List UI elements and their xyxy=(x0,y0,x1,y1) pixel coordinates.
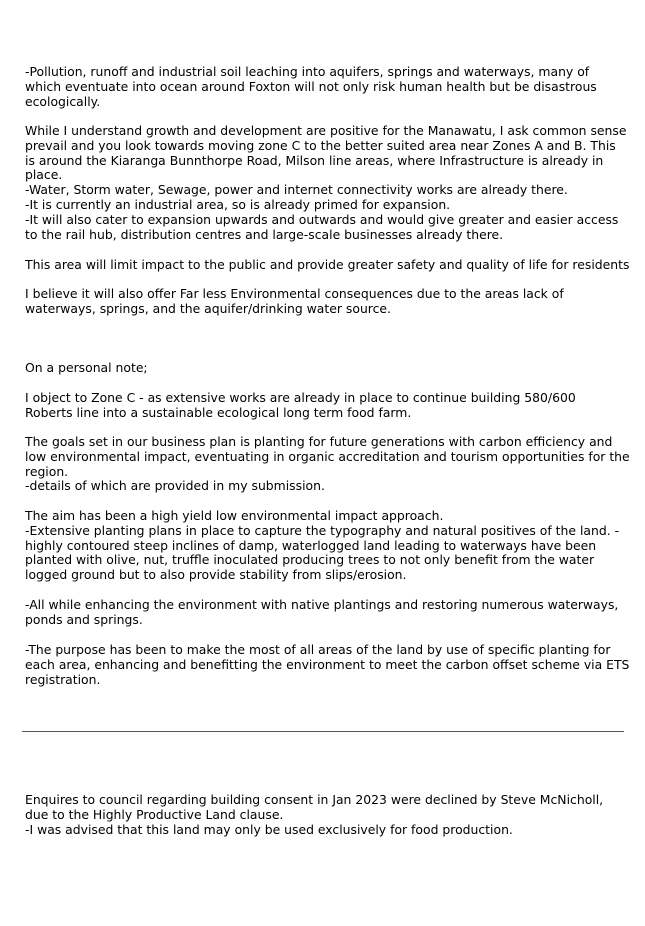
text-line: low environmental impact, eventuating in organic accreditation and tourism opportunities for the xyxy=(25,448,630,464)
paragraph-purpose xyxy=(25,643,630,687)
paragraph-limit-impact xyxy=(25,258,630,273)
text-line: registration. xyxy=(25,671,101,687)
text-line: region. xyxy=(25,463,69,479)
text-line: Enquires to council regarding building consent in Jan 2023 were declined by Steve McNicholl, xyxy=(25,792,604,807)
text-line: -The purpose has been to make the most of all areas of the land by use of specific planting for xyxy=(25,642,611,657)
text-line: -Water, Storm water, Sewage, power and internet connectivity works are already there. xyxy=(25,182,568,198)
text-line: which eventuate into ocean around Foxton will not only risk human health but be disastrous xyxy=(25,78,597,94)
text-line: due to the Highly Productive Land clause. xyxy=(25,806,284,822)
text-line: prevail and you look towards moving zone C to the better suited area near Zones A and B. This xyxy=(25,137,616,153)
paragraph-object-zone-c xyxy=(25,391,630,421)
text-line: This area will limit impact to the public and provide greater safety and quality of life for residents xyxy=(25,257,630,272)
text-line: The aim has been a high yield low environmental impact approach. xyxy=(25,508,444,523)
paragraph-pollution xyxy=(25,65,630,109)
paragraph-growth-development xyxy=(25,124,630,242)
text-line: -It is currently an industrial area, so is already primed for expansion. xyxy=(25,196,451,212)
text-line: -All while enhancing the environment with native plantings and restoring numerous waterways, xyxy=(25,597,619,612)
text-line: is around the Kiaranga Bunnthorpe Road, Milson line areas, where Infrastructure is already in xyxy=(25,152,604,168)
text-line: While I understand growth and development are positive for the Manawatu, I ask common sense xyxy=(25,123,627,138)
text-line: -Extensive planting plans in place to capture the typography and natural positives of the land. - xyxy=(25,522,620,538)
horizontal-divider xyxy=(22,731,624,732)
text-line: -It will also cater to expansion upwards and outwards and would give greater and easier access xyxy=(25,211,619,227)
text-line: I object to Zone C - as extensive works are already in place to continue building 580/600 xyxy=(25,390,576,405)
text-line: -details of which are provided in my submission. xyxy=(25,478,325,494)
paragraph-environmental-consequences xyxy=(25,287,630,317)
text-line: logged ground but to also provide stability from slips/erosion. xyxy=(25,567,407,583)
paragraph-high-yield-approach xyxy=(25,509,630,583)
text-line: ponds and springs. xyxy=(25,611,143,627)
paragraph-native-plantings xyxy=(25,598,630,628)
text-line: Roberts line into a sustainable ecological long term food farm. xyxy=(25,404,412,420)
text-line: each area, enhancing and benefitting the environment to meet the carbon offset scheme via ETS xyxy=(25,656,630,672)
text-line: I believe it will also offer Far less Environmental consequences due to the areas lack of xyxy=(25,286,564,301)
text-line: waterways, springs, and the aquifer/drinking water source. xyxy=(25,300,391,316)
paragraph-business-plan xyxy=(25,435,630,494)
text-line: ecologically. xyxy=(25,93,101,109)
text-line: -Pollution, runoff and industrial soil leaching into aquifers, springs and waterways, many of xyxy=(25,64,590,79)
text-line: On a personal note; xyxy=(25,360,148,375)
text-line: to the rail hub, distribution centres and large-scale businesses already there. xyxy=(25,226,504,242)
paragraph-council-enquiries xyxy=(25,793,630,837)
text-line: place. xyxy=(25,167,63,183)
paragraph-personal-note xyxy=(25,361,630,376)
text-line: planted with olive, nut, truffle inoculated producing trees to not only benefit from the water xyxy=(25,552,595,568)
text-line: highly contoured steep inclines of damp, waterlogged land leading to waterways have been xyxy=(25,537,597,553)
text-line: -I was advised that this land may only be used exclusively for food production. xyxy=(25,821,513,837)
text-line: The goals set in our business plan is planting for future generations with carbon efficiency and xyxy=(25,434,613,449)
